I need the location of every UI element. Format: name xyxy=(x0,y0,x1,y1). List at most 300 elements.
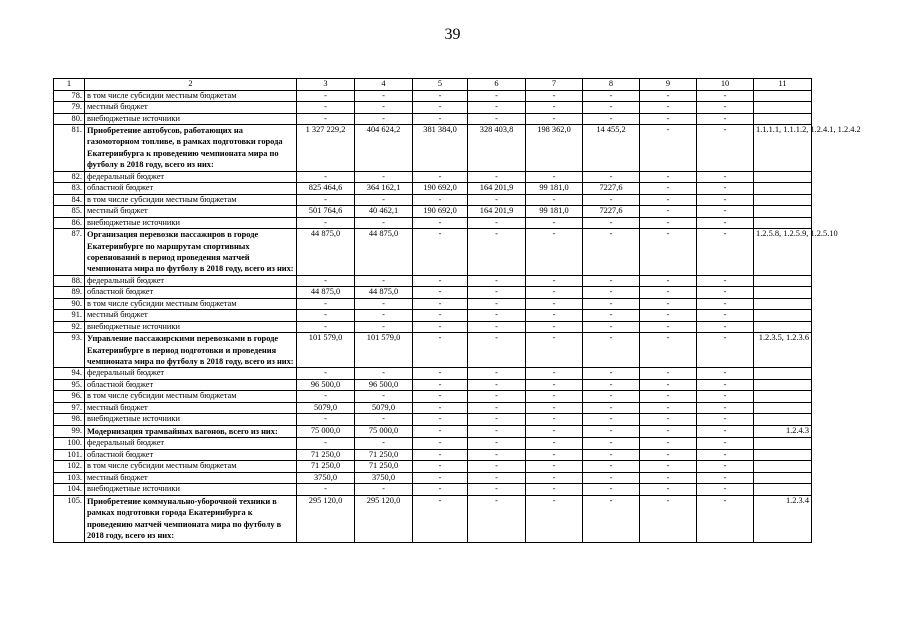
value-cell: - xyxy=(468,472,526,484)
value-cell: - xyxy=(413,449,468,461)
funding-source: местный бюджет xyxy=(85,402,297,414)
funding-source: областной бюджет xyxy=(85,183,297,195)
row-number: 89. xyxy=(54,287,85,299)
value-cell: - xyxy=(355,275,413,287)
target-code xyxy=(754,484,812,496)
target-code xyxy=(754,171,812,183)
value-cell: - xyxy=(640,461,697,473)
value-cell: - xyxy=(583,449,640,461)
funding-source: внебюджетные источники xyxy=(85,113,297,125)
value-cell: - xyxy=(697,113,754,125)
value-cell: - xyxy=(355,298,413,310)
table-row xyxy=(54,90,812,102)
value-cell: - xyxy=(697,217,754,229)
value-cell: - xyxy=(583,414,640,426)
value-cell: - xyxy=(526,217,583,229)
value-cell: - xyxy=(697,310,754,322)
value-cell: - xyxy=(297,217,355,229)
target-code: 1.2.3.5, 1.2.3.6 xyxy=(754,333,812,368)
target-code xyxy=(754,90,812,102)
value-cell: - xyxy=(697,368,754,380)
value-cell: - xyxy=(413,90,468,102)
value-cell: - xyxy=(640,438,697,450)
value-cell: - xyxy=(297,484,355,496)
value-cell: 7227,6 xyxy=(583,206,640,218)
value-cell: - xyxy=(355,321,413,333)
target-code: 1.2.5.8, 1.2.5.9, 1.2.5.10 xyxy=(754,229,812,276)
value-cell: - xyxy=(413,194,468,206)
row-number: 104. xyxy=(54,484,85,496)
table-row xyxy=(54,113,812,125)
value-cell: - xyxy=(697,206,754,218)
value-cell: - xyxy=(355,113,413,125)
value-cell: - xyxy=(468,102,526,114)
value-cell: - xyxy=(697,90,754,102)
target-code xyxy=(754,194,812,206)
value-cell: - xyxy=(526,171,583,183)
col-header: 5 xyxy=(413,79,468,91)
table-row xyxy=(54,102,812,114)
value-cell: - xyxy=(413,425,468,437)
value-cell: - xyxy=(526,275,583,287)
value-cell: - xyxy=(468,495,526,542)
funding-source: местный бюджет xyxy=(85,206,297,218)
value-cell: - xyxy=(583,171,640,183)
table-row xyxy=(54,229,812,276)
value-cell: - xyxy=(640,333,697,368)
value-cell: 295 120,0 xyxy=(355,495,413,542)
value-cell: - xyxy=(583,90,640,102)
value-cell: 14 455,2 xyxy=(583,125,640,172)
value-cell: - xyxy=(697,449,754,461)
value-cell: - xyxy=(697,229,754,276)
value-cell: - xyxy=(355,90,413,102)
value-cell: - xyxy=(697,298,754,310)
value-cell: - xyxy=(526,472,583,484)
value-cell: 164 201,9 xyxy=(468,183,526,195)
row-number: 103. xyxy=(54,472,85,484)
value-cell: - xyxy=(413,368,468,380)
target-code xyxy=(754,368,812,380)
value-cell: 44 875,0 xyxy=(355,229,413,276)
table-row xyxy=(54,484,812,496)
col-header: 2 xyxy=(85,79,297,91)
target-code xyxy=(754,321,812,333)
table-row xyxy=(54,333,812,368)
value-cell: - xyxy=(468,321,526,333)
value-cell: - xyxy=(468,171,526,183)
value-cell: 40 462,1 xyxy=(355,206,413,218)
value-cell: - xyxy=(297,310,355,322)
funding-source: внебюджетные источники xyxy=(85,321,297,333)
value-cell: 75 000,0 xyxy=(355,425,413,437)
funding-source: в том числе субсидии местным бюджетам xyxy=(85,298,297,310)
table-row xyxy=(54,125,812,172)
value-cell: 3750,0 xyxy=(297,472,355,484)
value-cell: - xyxy=(468,414,526,426)
value-cell: - xyxy=(468,275,526,287)
value-cell: - xyxy=(640,194,697,206)
value-cell: 71 250,0 xyxy=(297,461,355,473)
value-cell: - xyxy=(583,461,640,473)
value-cell: - xyxy=(640,287,697,299)
row-number: 98. xyxy=(54,414,85,426)
target-code xyxy=(754,438,812,450)
target-code xyxy=(754,102,812,114)
col-header: 9 xyxy=(640,79,697,91)
value-cell: 501 764,6 xyxy=(297,206,355,218)
value-cell: - xyxy=(468,449,526,461)
value-cell: 364 162,1 xyxy=(355,183,413,195)
value-cell: - xyxy=(355,391,413,403)
row-number: 82. xyxy=(54,171,85,183)
value-cell: - xyxy=(697,194,754,206)
value-cell: - xyxy=(526,449,583,461)
target-code xyxy=(754,206,812,218)
value-cell: - xyxy=(583,438,640,450)
value-cell: - xyxy=(413,298,468,310)
row-number: 83. xyxy=(54,183,85,195)
value-cell: - xyxy=(468,461,526,473)
value-cell: 96 500,0 xyxy=(355,379,413,391)
value-cell: - xyxy=(297,275,355,287)
value-cell: 7227,6 xyxy=(583,183,640,195)
header-row xyxy=(54,79,812,91)
value-cell: - xyxy=(583,310,640,322)
value-cell: 825 464,6 xyxy=(297,183,355,195)
value-cell: 44 875,0 xyxy=(297,287,355,299)
value-cell: - xyxy=(468,310,526,322)
value-cell: - xyxy=(697,461,754,473)
value-cell: - xyxy=(697,414,754,426)
col-header: 8 xyxy=(583,79,640,91)
table-row xyxy=(54,414,812,426)
table-row xyxy=(54,495,812,542)
col-header: 7 xyxy=(526,79,583,91)
value-cell: 99 181,0 xyxy=(526,206,583,218)
table-row xyxy=(54,310,812,322)
value-cell: - xyxy=(583,484,640,496)
value-cell: - xyxy=(297,321,355,333)
value-cell: - xyxy=(297,113,355,125)
value-cell: - xyxy=(413,402,468,414)
target-code xyxy=(754,310,812,322)
value-cell: - xyxy=(583,472,640,484)
target-code xyxy=(754,287,812,299)
target-code: 1.2.4.3 xyxy=(754,425,812,437)
value-cell: - xyxy=(468,391,526,403)
value-cell: - xyxy=(413,113,468,125)
value-cell: - xyxy=(355,438,413,450)
value-cell: - xyxy=(413,391,468,403)
value-cell: - xyxy=(640,310,697,322)
table-row xyxy=(54,287,812,299)
value-cell: - xyxy=(640,102,697,114)
value-cell: - xyxy=(583,321,640,333)
value-cell: - xyxy=(468,229,526,276)
value-cell: - xyxy=(468,90,526,102)
value-cell: - xyxy=(355,102,413,114)
value-cell: - xyxy=(526,379,583,391)
value-cell: - xyxy=(583,287,640,299)
target-code xyxy=(754,379,812,391)
table-body xyxy=(54,90,861,542)
table-row xyxy=(54,183,812,195)
value-cell: 101 579,0 xyxy=(355,333,413,368)
funding-source: в том числе субсидии местным бюджетам xyxy=(85,194,297,206)
funding-source: федеральный бюджет xyxy=(85,438,297,450)
value-cell: - xyxy=(468,194,526,206)
funding-source: областной бюджет xyxy=(85,379,297,391)
value-cell: - xyxy=(697,321,754,333)
value-cell: - xyxy=(413,102,468,114)
value-cell: - xyxy=(413,229,468,276)
value-cell: - xyxy=(526,194,583,206)
value-cell: - xyxy=(697,183,754,195)
value-cell: 71 250,0 xyxy=(297,449,355,461)
value-cell: - xyxy=(697,425,754,437)
value-cell: - xyxy=(640,113,697,125)
value-cell: - xyxy=(413,414,468,426)
row-number: 87. xyxy=(54,229,85,276)
value-cell: - xyxy=(413,310,468,322)
value-cell: - xyxy=(697,333,754,368)
target-code xyxy=(754,113,812,125)
value-cell: - xyxy=(355,414,413,426)
target-code xyxy=(754,449,812,461)
table-row xyxy=(54,368,812,380)
target-code xyxy=(754,298,812,310)
target-code xyxy=(754,275,812,287)
target-code xyxy=(754,183,812,195)
table-row xyxy=(54,298,812,310)
value-cell: - xyxy=(583,402,640,414)
row-number: 102. xyxy=(54,461,85,473)
value-cell: - xyxy=(297,391,355,403)
table-row xyxy=(54,438,812,450)
table-row xyxy=(54,194,812,206)
value-cell: 101 579,0 xyxy=(297,333,355,368)
value-cell: - xyxy=(355,171,413,183)
value-cell: - xyxy=(297,171,355,183)
value-cell: 190 692,0 xyxy=(413,183,468,195)
row-number: 105. xyxy=(54,495,85,542)
value-cell: 190 692,0 xyxy=(413,206,468,218)
funding-source: в том числе субсидии местным бюджетам xyxy=(85,90,297,102)
value-cell: - xyxy=(413,321,468,333)
table-row xyxy=(54,321,812,333)
row-number: 99. xyxy=(54,425,85,437)
row-number: 91. xyxy=(54,310,85,322)
value-cell: - xyxy=(468,217,526,229)
value-cell: - xyxy=(697,275,754,287)
value-cell: - xyxy=(697,495,754,542)
value-cell: - xyxy=(640,449,697,461)
value-cell: - xyxy=(640,298,697,310)
target-code xyxy=(754,414,812,426)
value-cell: - xyxy=(526,321,583,333)
value-cell: 295 120,0 xyxy=(297,495,355,542)
target-code xyxy=(754,402,812,414)
value-cell: - xyxy=(697,484,754,496)
value-cell: - xyxy=(640,183,697,195)
value-cell: - xyxy=(413,287,468,299)
value-cell: 71 250,0 xyxy=(355,461,413,473)
value-cell: - xyxy=(526,391,583,403)
value-cell: - xyxy=(526,229,583,276)
funding-source: внебюджетные источники xyxy=(85,484,297,496)
value-cell: 5079,0 xyxy=(355,402,413,414)
target-code xyxy=(754,217,812,229)
table-row xyxy=(54,206,812,218)
value-cell: - xyxy=(526,414,583,426)
funding-source: местный бюджет xyxy=(85,472,297,484)
value-cell: - xyxy=(468,333,526,368)
value-cell: 328 403,8 xyxy=(468,125,526,172)
value-cell: - xyxy=(526,495,583,542)
value-cell: - xyxy=(468,379,526,391)
table-row xyxy=(54,449,812,461)
value-cell: - xyxy=(413,472,468,484)
value-cell: - xyxy=(355,310,413,322)
funding-source: внебюджетные источники xyxy=(85,217,297,229)
value-cell: - xyxy=(640,171,697,183)
row-number: 92. xyxy=(54,321,85,333)
value-cell: - xyxy=(697,472,754,484)
col-header: 11 xyxy=(754,79,812,91)
value-cell: - xyxy=(583,217,640,229)
value-cell: - xyxy=(583,102,640,114)
value-cell: - xyxy=(640,414,697,426)
funding-source: областной бюджет xyxy=(85,449,297,461)
value-cell: - xyxy=(355,484,413,496)
value-cell: - xyxy=(640,379,697,391)
value-cell: 1 327 229,2 xyxy=(297,125,355,172)
value-cell: - xyxy=(468,368,526,380)
value-cell: - xyxy=(583,425,640,437)
value-cell: - xyxy=(583,298,640,310)
value-cell: - xyxy=(640,484,697,496)
value-cell: - xyxy=(583,229,640,276)
value-cell: - xyxy=(297,194,355,206)
value-cell: - xyxy=(640,275,697,287)
value-cell: - xyxy=(355,194,413,206)
value-cell: - xyxy=(526,102,583,114)
row-number: 94. xyxy=(54,368,85,380)
table-row xyxy=(54,275,812,287)
value-cell: - xyxy=(413,484,468,496)
row-number: 93. xyxy=(54,333,85,368)
value-cell: 3750,0 xyxy=(355,472,413,484)
value-cell: - xyxy=(697,379,754,391)
value-cell: - xyxy=(413,461,468,473)
col-header: 4 xyxy=(355,79,413,91)
col-header: 10 xyxy=(697,79,754,91)
value-cell: - xyxy=(468,298,526,310)
value-cell: - xyxy=(468,484,526,496)
item-title: Модернизация трамвайных вагонов, всего из них: xyxy=(85,425,297,437)
value-cell: 96 500,0 xyxy=(297,379,355,391)
value-cell: - xyxy=(640,217,697,229)
value-cell: - xyxy=(297,102,355,114)
row-number: 85. xyxy=(54,206,85,218)
value-cell: - xyxy=(583,495,640,542)
item-title: Приобретение коммунально-уборочной техники в рамках подготовки города Екатеринбурга к проведению матчей чемпионата мира по футболу в 2018 году, всего из них: xyxy=(85,495,297,542)
value-cell: - xyxy=(640,425,697,437)
funding-source: в том числе субсидии местным бюджетам xyxy=(85,461,297,473)
value-cell: - xyxy=(297,414,355,426)
row-number: 97. xyxy=(54,402,85,414)
row-number: 80. xyxy=(54,113,85,125)
value-cell: 5079,0 xyxy=(297,402,355,414)
value-cell: - xyxy=(413,217,468,229)
value-cell: - xyxy=(640,368,697,380)
value-cell: - xyxy=(640,472,697,484)
value-cell: - xyxy=(413,333,468,368)
row-number: 88. xyxy=(54,275,85,287)
value-cell: - xyxy=(583,333,640,368)
value-cell: - xyxy=(583,368,640,380)
value-cell: - xyxy=(526,484,583,496)
value-cell: 164 201,9 xyxy=(468,206,526,218)
value-cell: - xyxy=(297,368,355,380)
target-code: 1.2.3.4 xyxy=(754,495,812,542)
funding-source: федеральный бюджет xyxy=(85,368,297,380)
value-cell: - xyxy=(640,206,697,218)
target-code xyxy=(754,472,812,484)
value-cell: - xyxy=(697,102,754,114)
value-cell: - xyxy=(640,495,697,542)
value-cell: - xyxy=(413,171,468,183)
item-title: Приобретение автобусов, работающих на газомоторном топливе, в рамках подготовки города Екатеринбурга к проведению чемпионата мира по футболу в 2018 году, всего из них: xyxy=(85,125,297,172)
row-number: 81. xyxy=(54,125,85,172)
value-cell: - xyxy=(640,229,697,276)
page-number: 39 xyxy=(444,26,461,43)
value-cell: - xyxy=(413,438,468,450)
value-cell: - xyxy=(526,310,583,322)
value-cell: - xyxy=(583,113,640,125)
row-number: 79. xyxy=(54,102,85,114)
funding-source: областной бюджет xyxy=(85,287,297,299)
value-cell: - xyxy=(297,90,355,102)
table-row xyxy=(54,402,812,414)
row-number: 100. xyxy=(54,438,85,450)
target-code xyxy=(754,461,812,473)
col-header: 6 xyxy=(468,79,526,91)
table-row xyxy=(54,379,812,391)
funding-source: местный бюджет xyxy=(85,310,297,322)
row-number: 90. xyxy=(54,298,85,310)
target-code xyxy=(754,391,812,403)
value-cell: 44 875,0 xyxy=(297,229,355,276)
value-cell: - xyxy=(697,125,754,172)
value-cell: - xyxy=(526,113,583,125)
value-cell: - xyxy=(583,379,640,391)
value-cell: - xyxy=(468,402,526,414)
funding-source: федеральный бюджет xyxy=(85,171,297,183)
value-cell: - xyxy=(697,391,754,403)
value-cell: - xyxy=(640,321,697,333)
value-cell: - xyxy=(697,402,754,414)
value-cell: - xyxy=(526,333,583,368)
table-row xyxy=(54,171,812,183)
item-title: Управление пассажирскими перевозками в городе Екатеринбурге в период подготовки и проведения чемпионата мира по футболу в 2018 году, всего из них: xyxy=(85,333,297,368)
value-cell: - xyxy=(468,287,526,299)
target-code: 1.1.1.1, 1.1.1.2, 1.2.4.1, 1.2.4.2 xyxy=(754,125,812,172)
value-cell: - xyxy=(297,438,355,450)
value-cell: - xyxy=(583,194,640,206)
value-cell: - xyxy=(526,425,583,437)
